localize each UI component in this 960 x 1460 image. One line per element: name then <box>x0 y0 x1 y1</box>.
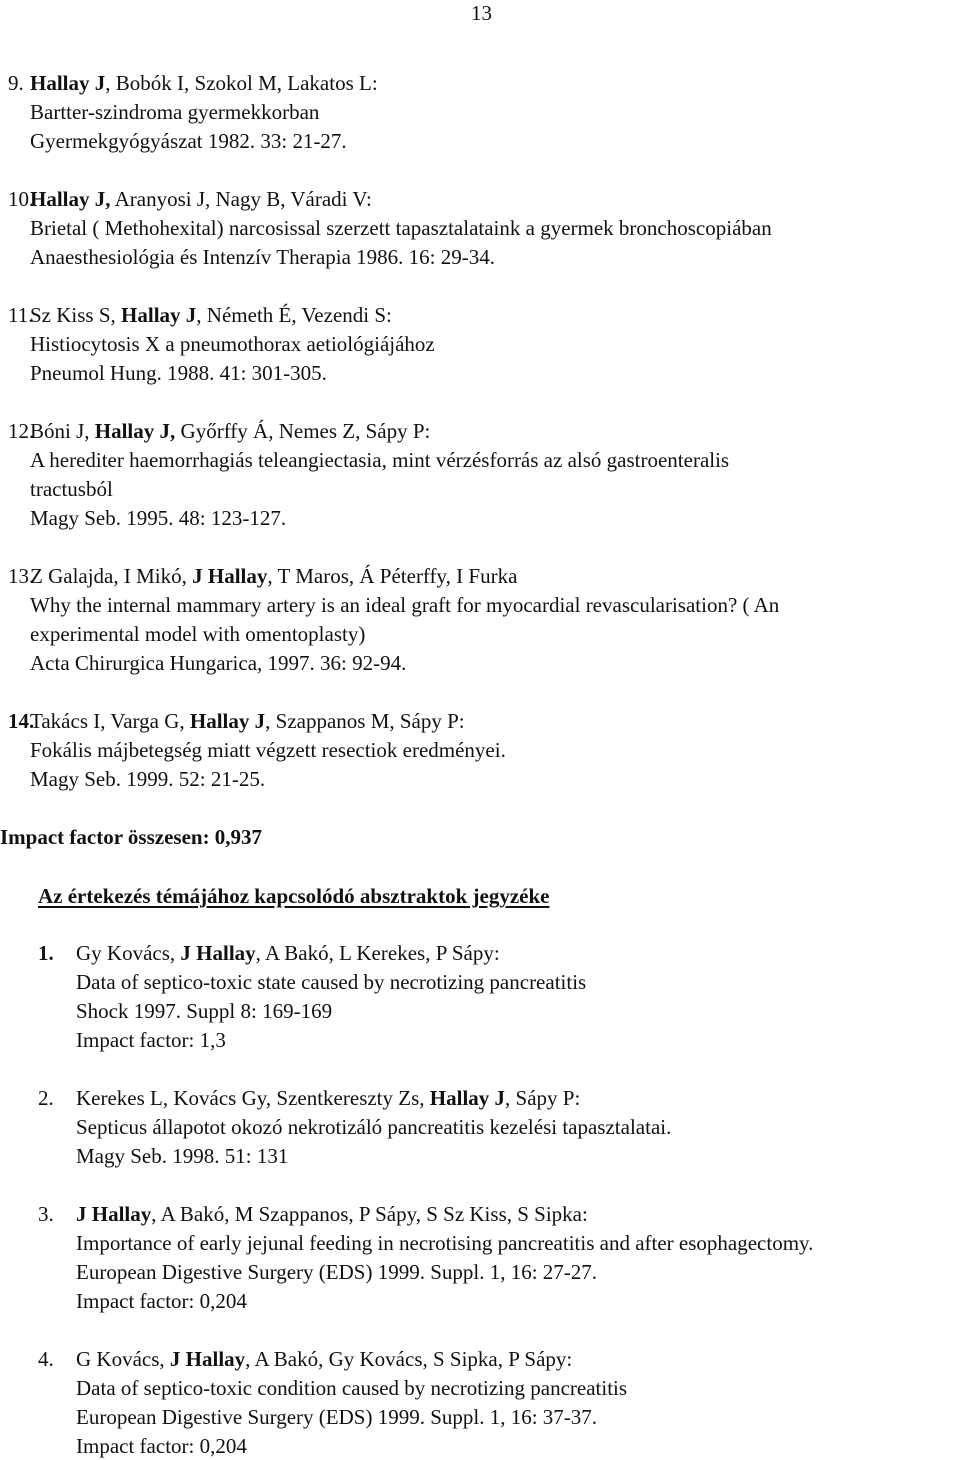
author-text: , A Bakó, Gy Kovács, S Sipka, P Sápy: <box>245 1347 573 1371</box>
publication-authors <box>30 186 372 212</box>
author-text: , Bobók I, Szokol M, Lakatos L: <box>105 71 378 95</box>
highlighted-author: Hallay J <box>30 71 106 95</box>
abstract-detail-line: Impact factor: 1,3 <box>76 1028 226 1052</box>
highlighted-author: Hallay J <box>189 709 266 733</box>
publication-number: 9. <box>8 71 24 95</box>
highlighted-author: J Hallay <box>169 1347 246 1371</box>
publication-authors <box>30 70 378 96</box>
publication-detail-line: Acta Chirurgica Hungarica, 1997. 36: 92-94. <box>30 651 407 675</box>
publication-detail-line: Why the internal mammary artery is an ideal graft for myocardial revascularisation? ( An <box>30 593 780 617</box>
highlighted-author: Hallay J, <box>30 187 111 211</box>
abstract-detail-line: Impact factor: 0,204 <box>76 1434 247 1458</box>
author-text: Kerekes L, Kovács Gy, Szentkereszty Zs, <box>76 1086 430 1110</box>
abstract-detail-line: Impact factor: 0,204 <box>76 1289 247 1313</box>
author-text: , A Bakó, M Szappanos, P Sápy, S Sz Kiss, S Sipka: <box>151 1202 588 1226</box>
impact-factor-total: Impact factor összesen: 0,937 <box>0 825 263 849</box>
abstract-authors <box>76 1201 588 1227</box>
publication-detail-line: Brietal ( Methohexital) narcosissal szerzett tapasztalataink a gyermek bronchoscopiában <box>30 216 772 240</box>
highlighted-author: Hallay J <box>429 1086 506 1110</box>
publication-number: 14. <box>8 709 35 733</box>
author-text: Z Galajda, I Mikó, <box>30 564 193 588</box>
highlighted-author: J Hallay <box>180 941 256 965</box>
publication-detail-line: Anaesthesiológia és Intenzív Therapia 1986. 16: 29-34. <box>30 245 495 269</box>
publication-detail-line: Bartter-szindroma gyermekkorban <box>30 100 320 124</box>
abstract-number: 3. <box>38 1202 54 1226</box>
author-text: , A Bakó, L Kerekes, P Sápy: <box>255 941 500 965</box>
publication-detail-line: Fokális májbetegség miatt végzett resectiok eredményei. <box>30 738 506 762</box>
publication-authors <box>30 418 430 444</box>
publication-number: 12. <box>8 419 35 443</box>
author-text: Bóni J, <box>30 419 95 443</box>
author-text: Sz Kiss S, <box>30 303 122 327</box>
publication-number: 10. <box>8 187 35 211</box>
publication-authors <box>30 708 465 734</box>
publication-detail-line: experimental model with omentoplasty) <box>30 622 366 646</box>
highlighted-author: Hallay J <box>121 303 197 327</box>
abstract-detail-line: European Digestive Surgery (EDS) 1999. Suppl. 1, 16: 37-37. <box>76 1405 598 1429</box>
abstracts-section-title: Az értekezés témájához kapcsolódó absztraktok jegyzéke <box>38 884 550 908</box>
publication-number: 13. <box>8 564 35 588</box>
abstract-authors <box>76 1346 572 1372</box>
author-text: Gy Kovács, <box>76 941 181 965</box>
abstract-detail-line: Data of septico-toxic state caused by necrotizing pancreatitis <box>76 970 587 994</box>
author-text: , T Maros, Á Péterffy, I Furka <box>267 564 518 588</box>
highlighted-author: J Hallay <box>192 564 268 588</box>
publication-detail-line: tractusból <box>30 477 113 501</box>
page-number: 13 <box>471 1 492 25</box>
author-text: , Németh É, Vezendi S: <box>196 303 392 327</box>
abstract-authors <box>76 1085 580 1111</box>
abstract-authors <box>76 940 500 966</box>
publication-detail-line: Pneumol Hung. 1988. 41: 301-305. <box>30 361 327 385</box>
publication-authors <box>30 563 517 589</box>
abstract-number: 2. <box>38 1086 54 1110</box>
abstract-detail-line: Importance of early jejunal feeding in necrotising pancreatitis and after esophagectomy. <box>76 1231 814 1255</box>
publication-number: 11. <box>8 303 34 327</box>
author-text: Győrffy Á, Nemes Z, Sápy P: <box>175 419 431 443</box>
abstract-detail-line: Data of septico-toxic condition caused by necrotizing pancreatitis <box>76 1376 628 1400</box>
publication-detail-line: Magy Seb. 1995. 48: 123-127. <box>30 506 287 530</box>
highlighted-author: Hallay J, <box>94 419 176 443</box>
author-text: , Sápy P: <box>505 1086 581 1110</box>
publication-detail-line: Magy Seb. 1999. 52: 21-25. <box>30 767 266 791</box>
publication-detail-line: A herediter haemorrhagiás teleangiectasia, mint vérzésforrás az alsó gastroenteralis <box>30 448 730 472</box>
abstract-number: 1. <box>38 941 54 965</box>
abstract-detail-line: Magy Seb. 1998. 51: 131 <box>76 1144 289 1168</box>
author-text: G Kovács, <box>76 1347 170 1371</box>
author-text: , Szappanos M, Sápy P: <box>265 709 465 733</box>
author-text: Aranyosi J, Nagy B, Váradi V: <box>110 187 372 211</box>
publication-detail-line: Histiocytosis X a pneumothorax aetiológiájához <box>30 332 435 356</box>
abstract-detail-line: Shock 1997. Suppl 8: 169-169 <box>76 999 333 1023</box>
highlighted-author: J Hallay <box>76 1202 152 1226</box>
author-text: Takács I, Varga G, <box>30 709 190 733</box>
abstract-detail-line: European Digestive Surgery (EDS) 1999. Suppl. 1, 16: 27-27. <box>76 1260 598 1284</box>
publication-detail-line: Gyermekgyógyászat 1982. 33: 21-27. <box>30 129 347 153</box>
publication-authors <box>30 302 392 328</box>
abstract-detail-line: Septicus állapotot okozó nekrotizáló pancreatitis kezelési tapasztalatai. <box>76 1115 672 1139</box>
abstract-number: 4. <box>38 1347 54 1371</box>
